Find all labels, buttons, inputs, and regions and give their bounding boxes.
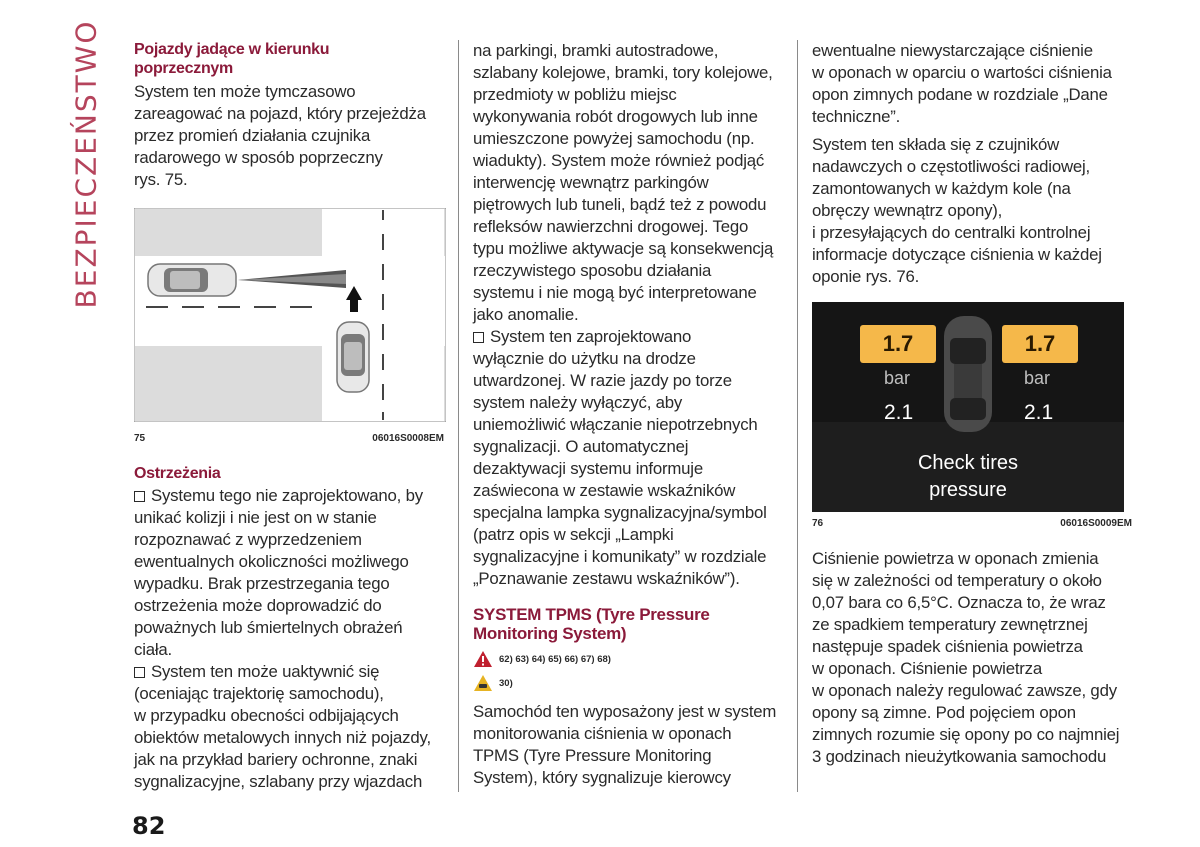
warning-text: System ten może uaktywnić się (oceniając trajektorię samochodu), w przypadku obecności odbijających obiektów metalowych innych niż pojazdy, jak na przykład bariery ochronne, znaki sygnalizacyjne, szlabany przy wjazdach (134, 662, 431, 791)
warning-bullet (134, 485, 444, 661)
column-1 (134, 40, 444, 793)
car-caution-icon (473, 674, 493, 692)
warning-bullet (134, 661, 444, 793)
section-heading-cross-traffic: Pojazdy jadące w kierunku poprzecznym (134, 41, 330, 77)
car-top-view-icon (944, 316, 992, 432)
tire-pressure-rear-right: 2.1 (1024, 401, 1054, 424)
paragraph: na parkingi, bramki autostradowe, szlabany kolejowe, bramki, tory kolejowe, przedmioty w pobliżu miejsc wykonywania robót drogowych lub inne umieszczone powyżej samochodu (np. wiadukty). System może również podjąć interwencję wewnątrz parkingów piętrowych lub tuneli, bądź też z powodu refleksów nawierzchni drogowej. Tego typu możliwe aktywacje są konsekwencją rzeczywistego sposobu działania systemu i nie mogą być interpretowane jako anomalie. (473, 41, 774, 324)
paragraph: System ten może tymczasowo zareagować na pojazd, który przejeżdża przez promień działania czujnika radarowego w sposób poprzeczny rys. 75. (134, 82, 426, 189)
check-tires-message: Check tires pressure (917, 452, 1019, 501)
danger-reference-row (473, 647, 788, 671)
column-3 (812, 40, 1132, 768)
tire-pressure-rear-left: 2.1 (884, 401, 914, 424)
danger-triangle-icon (473, 650, 493, 668)
paragraph: Ciśnienie powietrza w oponach zmienia się w zależności od temperatury o około 0,07 bara co 6,5°C. Oznacza to, że wraz ze spadkiem temperatury zewnętrznej następuje spadek ciśnienia powietrza w oponach. Ciśnienie powietrza w oponach należy regulować zawsze, gdy opony są zimne. Pod pojęciem opon zimnych rozumie się opony po co najmniej 3 godzinach nieużytkowania samochodu (812, 549, 1120, 766)
tire-pressure-front-left: 1.7 (860, 325, 936, 363)
figure-76 (812, 302, 1132, 529)
paragraph: System ten składa się z czujników nadawczych o częstotliwości radiowej, zamontowanych w każdym kole (na obręczy wewnątrz opony), i przesyłających do centralki kontrolnej informacje dotyczące ciśnienia w każdej oponie rys. 76. (812, 135, 1102, 286)
figure-caption (134, 433, 444, 444)
checkbox-bullet-icon (473, 332, 484, 343)
car-left-icon (148, 264, 236, 296)
checkbox-bullet-icon (134, 667, 145, 678)
cross-traffic-illustration (134, 208, 446, 422)
paragraph: ewentualne niewystarczające ciśnienie w oponach w oparciu o wartości ciśnienia opon zimnych podane w rozdziale „Dane techniczne”. (812, 41, 1112, 126)
caution-reference-row (473, 671, 788, 695)
danger-references: 62) 63) 64) 65) 66) 67) 68) (499, 653, 611, 665)
figure-number: 76 (812, 518, 824, 529)
section-heading-tpms: SYSTEM TPMS (Tyre Pressure Monitoring System) (473, 605, 710, 643)
column-2 (473, 40, 788, 789)
warning-bullet (473, 326, 788, 590)
chapter-side-title-text: BEZPIECZEŃSTWO (69, 19, 103, 309)
warning-text: System ten zaprojektowano wyłącznie do użytku na drodze utwardzonej. W razie jazdy po torze system należy wyłączyć, aby uniemożliwić włączanie niepotrzebnych sygnalizacji. O automatycznej dezaktywacji systemu informuje zaświecona w zestawie wskaźników specjalna lampka sygnalizacyjna/symbol (patrz opis w sekcji „Lampki sygnalizacyjne i komunikaty” w rozdziale „Poznawanie zestawu wskaźników”). (473, 327, 767, 588)
warning-text: Systemu tego nie zaprojektowano, by unikać kolizji i nie jest on w stanie rozpoznawać z wyprzedzeniem ewentualnych okoliczności możliwego wypadku. Brak przestrzegania tego ostrzeżenia może doprowadzić do poważnych lub śmiertelnych obrażeń ciała. (134, 486, 423, 659)
figure-code: 06016S0008EM (372, 433, 444, 444)
page-number: 82 (132, 812, 166, 840)
figure-75 (134, 208, 444, 444)
chapter-side-title (66, 19, 106, 309)
paragraph: Samochód ten wyposażony jest w system monitorowania ciśnienia w oponach TPMS (Tyre Pressure Monitoring System), który sygnalizuje kierowcy (473, 702, 777, 787)
figure-number: 75 (134, 433, 146, 444)
checkbox-bullet-icon (134, 491, 145, 502)
figure-caption (812, 518, 1132, 529)
figure-code: 06016S0009EM (1060, 518, 1132, 529)
caution-references: 30) (499, 677, 513, 689)
tpms-display (812, 302, 1124, 512)
tire-pressure-front-right: 1.7 (1002, 325, 1078, 363)
car-bottom-icon (337, 322, 369, 392)
column-divider (458, 40, 459, 792)
section-heading-warnings: Ostrzeżenia (134, 465, 221, 482)
unit-label-left: bar (884, 368, 911, 388)
unit-label-right: bar (1024, 368, 1051, 388)
column-divider (797, 40, 798, 792)
